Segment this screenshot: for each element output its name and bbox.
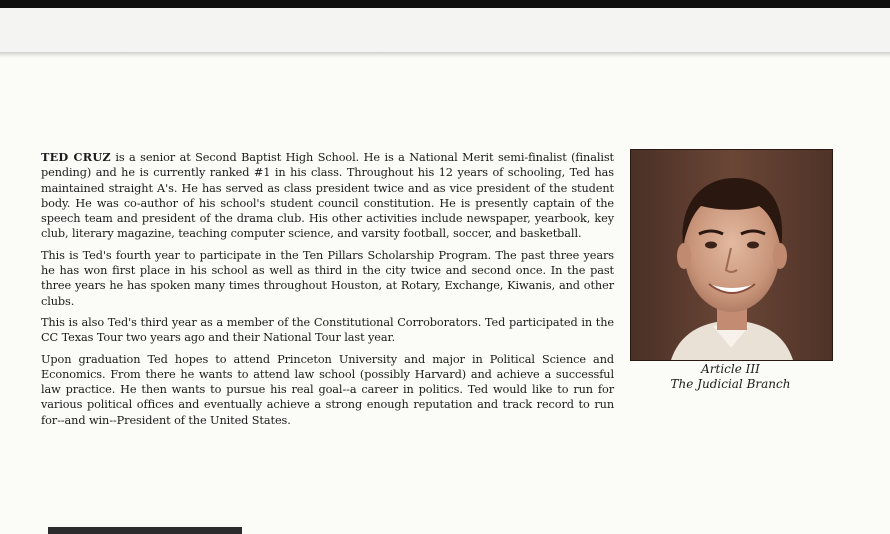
portrait-illustration — [631, 150, 832, 360]
biography-text — [41, 150, 614, 434]
scan-margin-strip — [0, 8, 890, 54]
bio-paragraph-3: This is also Ted's third year as a member of the Constitutional Corroborators. Ted participated in the CC Texas Tour two years ago and their National Tour last year. — [41, 315, 614, 345]
next-section-header-bar — [48, 527, 242, 534]
bio-paragraph-1-text: is a senior at Second Baptist High School. He is a National Merit semi-finalist (finalist pending) and he is currently ranked #1 in his class. Throughout his 12 years of schooling, Ted has maintained straight A's. He has served as class president twice and as vice president of the student body. He was co-author of his school's student council constitution. He is presently captain of the speech team and president of the drama club. His other activities include newspaper, yearbook, key club, literary magazine, teaching computer science, and varsity football, soccer, and basketball. — [41, 151, 614, 241]
caption-branch: The Judicial Branch — [670, 377, 791, 391]
student-name: TED CRUZ — [41, 150, 111, 164]
scan-top-edge — [0, 0, 890, 8]
photo-caption — [630, 362, 831, 392]
bio-paragraph-4: Upon graduation Ted hopes to attend Princeton University and major in Political Science and Economics. From there he wants to attend law school (possibly Harvard) and achieve a successful law practice. He then wants to pursue his real goal--a career in politics. Ted would like to run for various political offices and eventually achieve a strong enough reputation and track record to run for--and win--President of the United States. — [41, 352, 614, 427]
bio-paragraph-1 — [41, 150, 614, 242]
student-portrait-photo — [630, 149, 833, 361]
caption-article: Article III — [701, 362, 760, 376]
bio-paragraph-2: This is Ted's fourth year to participate in the Ten Pillars Scholarship Program. The past three years he has won first place in his school as well as third in the city twice and second once. In the past three years he has spoken many times throughout Houston, at Rotary, Exchange, Kiwanis, and other clubs. — [41, 248, 614, 308]
